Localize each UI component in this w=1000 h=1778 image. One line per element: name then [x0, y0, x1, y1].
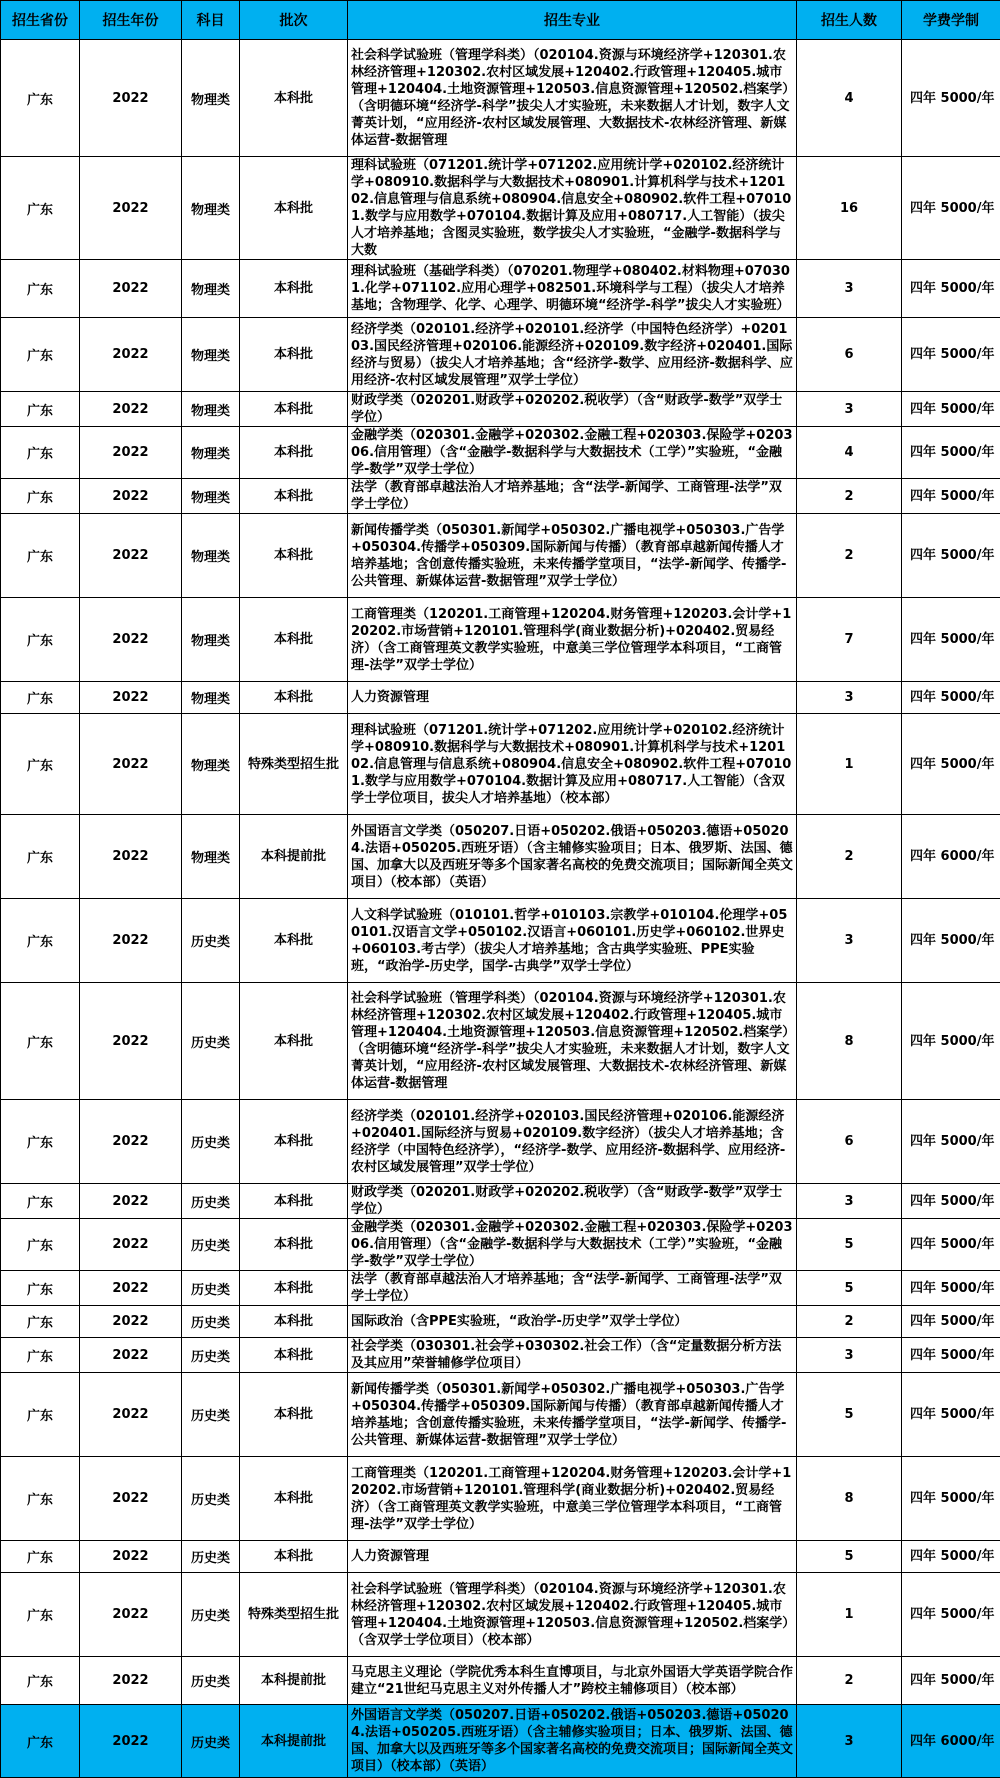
cell-count: 4 [797, 40, 902, 157]
cell-province: 广东 [1, 815, 80, 899]
cell-fee: 四年 5000/年 [902, 318, 1000, 392]
cell-fee: 四年 5000/年 [902, 1657, 1000, 1705]
table-row [1, 1271, 1000, 1306]
cell-count: 6 [797, 1100, 902, 1184]
cell-count: 1 [797, 714, 902, 815]
cell-count: 3 [797, 1338, 902, 1373]
cell-subject: 历史类 [182, 899, 240, 983]
cell-major: 金融学类（020301.金融学+020302.金融工程+020303.保险学+020306.信用管理）（含“金融学-数据科学与大数据技术（工学）”实验班，“金融学-数学”双学士学位） [348, 1219, 797, 1271]
cell-fee: 四年 5000/年 [902, 1100, 1000, 1184]
cell-batch: 本科批 [240, 1541, 348, 1573]
header-subject: 科目 [182, 1, 240, 40]
cell-fee: 四年 5000/年 [902, 260, 1000, 318]
table-row [1, 1705, 1000, 1778]
cell-province: 广东 [1, 1541, 80, 1573]
cell-major: 法学（教育部卓越法治人才培养基地；含“法学-新闻学、工商管理-法学”双学士学位） [348, 479, 797, 514]
cell-batch: 本科批 [240, 1373, 348, 1457]
cell-subject: 历史类 [182, 1541, 240, 1573]
table-row [1, 983, 1000, 1100]
cell-batch: 本科批 [240, 40, 348, 157]
cell-fee: 四年 5000/年 [902, 479, 1000, 514]
cell-year: 2022 [80, 1657, 182, 1705]
cell-year: 2022 [80, 899, 182, 983]
cell-batch: 本科批 [240, 1306, 348, 1338]
table-row [1, 1373, 1000, 1457]
cell-year: 2022 [80, 40, 182, 157]
cell-major: 法学（教育部卓越法治人才培养基地；含“法学-新闻学、工商管理-法学”双学士学位） [348, 1271, 797, 1306]
cell-subject: 历史类 [182, 1373, 240, 1457]
cell-major: 工商管理类（120201.工商管理+120204.财务管理+120203.会计学+120202.市场营销+120101.管理科学(商业数据分析)+020402.贸易经济）（含工商管理英文教学实验班，中意美三学位管理学本科项目，“工商管理-法学”双学士学位） [348, 1457, 797, 1541]
header-batch: 批次 [240, 1, 348, 40]
cell-subject: 历史类 [182, 1100, 240, 1184]
cell-subject: 物理类 [182, 40, 240, 157]
cell-province: 广东 [1, 598, 80, 682]
cell-batch: 本科批 [240, 1271, 348, 1306]
cell-province: 广东 [1, 1373, 80, 1457]
cell-subject: 历史类 [182, 1184, 240, 1219]
cell-subject: 物理类 [182, 392, 240, 427]
cell-major: 社会科学试验班（管理学科类）（020104.资源与环境经济学+120301.农林经济管理+120302.农村区域发展+120402.行政管理+120405.城市管理+120404.土地资源管理+120503.信息资源管理+120502.档案学）（含明德环境“经济学-科学”拔尖人才实验班，未来数据人才计划，数字人文菁英计划，“应用经济-农村区域发展管理、大数据技术-农林经济管理、新媒体运营-数据管理 [348, 983, 797, 1100]
cell-batch: 本科批 [240, 260, 348, 318]
cell-province: 广东 [1, 1457, 80, 1541]
cell-province: 广东 [1, 1184, 80, 1219]
cell-major: 财政学类（020201.财政学+020202.税收学）（含“财政学-数学”双学士学位） [348, 392, 797, 427]
cell-province: 广东 [1, 899, 80, 983]
cell-fee: 四年 5000/年 [902, 1184, 1000, 1219]
cell-subject: 历史类 [182, 1306, 240, 1338]
cell-province: 广东 [1, 1306, 80, 1338]
cell-subject: 物理类 [182, 514, 240, 598]
cell-major: 人力资源管理 [348, 682, 797, 714]
table-row [1, 1457, 1000, 1541]
cell-batch: 本科批 [240, 1219, 348, 1271]
cell-year: 2022 [80, 1373, 182, 1457]
table-row [1, 1100, 1000, 1184]
table-row [1, 1541, 1000, 1573]
cell-year: 2022 [80, 1219, 182, 1271]
cell-batch: 本科批 [240, 1457, 348, 1541]
cell-major: 外国语言文学类（050207.日语+050202.俄语+050203.德语+050204.法语+050205.西班牙语）（含主辅修实验项目；日本、俄罗斯、法国、德国、加拿大以及西班牙等多个国家著名高校的免费交流项目；国际新闻全英文项目）（校本部）（英语） [348, 1705, 797, 1778]
cell-fee: 四年 5000/年 [902, 714, 1000, 815]
cell-subject: 物理类 [182, 427, 240, 479]
cell-count: 2 [797, 514, 902, 598]
cell-year: 2022 [80, 1100, 182, 1184]
cell-major: 外国语言文学类（050207.日语+050202.俄语+050203.德语+050204.法语+050205.西班牙语）（含主辅修实验项目；日本、俄罗斯、法国、德国、加拿大以及西班牙等多个国家著名高校的免费交流项目；国际新闻全英文项目）（校本部）（英语） [348, 815, 797, 899]
cell-count: 1 [797, 1573, 902, 1657]
cell-batch: 本科批 [240, 682, 348, 714]
cell-major: 社会学类（030301.社会学+030302.社会工作）（含“定量数据分析方法及其应用”荣誉辅修学位项目） [348, 1338, 797, 1373]
cell-province: 广东 [1, 392, 80, 427]
cell-subject: 物理类 [182, 260, 240, 318]
table-row [1, 1657, 1000, 1705]
cell-count: 7 [797, 598, 902, 682]
cell-fee: 四年 5000/年 [902, 392, 1000, 427]
cell-fee: 四年 5000/年 [902, 1573, 1000, 1657]
table-row [1, 1219, 1000, 1271]
cell-subject: 历史类 [182, 1573, 240, 1657]
cell-batch: 本科提前批 [240, 1705, 348, 1778]
cell-batch: 本科提前批 [240, 815, 348, 899]
cell-province: 广东 [1, 1657, 80, 1705]
cell-major: 马克思主义理论（学院优秀本科生直博项目，与北京外国语大学英语学院合作建立“21世纪马克思主义对外传播人才”跨校主辅修项目）（校本部） [348, 1657, 797, 1705]
cell-year: 2022 [80, 392, 182, 427]
cell-major: 理科试验班（071201.统计学+071202.应用统计学+020102.经济统计学+080910.数据科学与大数据技术+080901.计算机科学与技术+120102.信息管理与信息系统+080904.信息安全+080902.软件工程+070101.数学与应用数学+070104.数据计算及应用+080717.人工智能）（拔尖人才培养基地；含图灵实验班，数学拔尖人才实验班，“金融学-数据科学与大数 [348, 157, 797, 260]
header-province: 招生省份 [1, 1, 80, 40]
cell-count: 3 [797, 260, 902, 318]
cell-batch: 本科批 [240, 157, 348, 260]
cell-year: 2022 [80, 479, 182, 514]
cell-province: 广东 [1, 514, 80, 598]
cell-province: 广东 [1, 260, 80, 318]
cell-province: 广东 [1, 1705, 80, 1778]
cell-major: 经济学类（020101.经济学+020101.经济学（中国特色经济学）+020103.国民经济管理+020106.能源经济+020109.数字经济+020401.国际经济与贸易）（拔尖人才培养基地；含“经济学-数学、应用经济-数据科学、应用经济-农村区域发展管理”双学士学位） [348, 318, 797, 392]
cell-major: 人文科学试验班（010101.哲学+010103.宗教学+010104.伦理学+050101.汉语言文学+050102.汉语言+060101.历史学+060102.世界史+060103.考古学）（拔尖人才培养基地；含古典学实验班、PPE实验班，“政治学-历史学，国学-古典学”双学士学位） [348, 899, 797, 983]
cell-year: 2022 [80, 1541, 182, 1573]
table-row [1, 392, 1000, 427]
cell-year: 2022 [80, 714, 182, 815]
cell-year: 2022 [80, 318, 182, 392]
cell-fee: 四年 5000/年 [902, 682, 1000, 714]
cell-batch: 本科批 [240, 1184, 348, 1219]
cell-count: 3 [797, 899, 902, 983]
cell-year: 2022 [80, 1338, 182, 1373]
table-row [1, 479, 1000, 514]
cell-province: 广东 [1, 40, 80, 157]
cell-major: 新闻传播学类（050301.新闻学+050302.广播电视学+050303.广告学+050304.传播学+050309.国际新闻与传播）（教育部卓越新闻传播人才培养基地；含创意传播实验班，未来传播学堂项目，“法学-新闻学、传播学-公共管理、新媒体运营-数据管理”双学士学位） [348, 514, 797, 598]
cell-subject: 历史类 [182, 1271, 240, 1306]
cell-year: 2022 [80, 514, 182, 598]
table-row [1, 1338, 1000, 1373]
cell-subject: 物理类 [182, 598, 240, 682]
cell-province: 广东 [1, 479, 80, 514]
cell-batch: 本科批 [240, 1338, 348, 1373]
cell-fee: 四年 5000/年 [902, 427, 1000, 479]
cell-subject: 物理类 [182, 815, 240, 899]
cell-fee: 四年 5000/年 [902, 899, 1000, 983]
cell-count: 4 [797, 427, 902, 479]
cell-year: 2022 [80, 1306, 182, 1338]
cell-major: 财政学类（020201.财政学+020202.税收学）（含“财政学-数学”双学士学位） [348, 1184, 797, 1219]
table-row [1, 427, 1000, 479]
cell-year: 2022 [80, 1705, 182, 1778]
cell-batch: 特殊类型招生批 [240, 1573, 348, 1657]
cell-year: 2022 [80, 682, 182, 714]
cell-year: 2022 [80, 1457, 182, 1541]
cell-batch: 本科批 [240, 427, 348, 479]
cell-fee: 四年 5000/年 [902, 1457, 1000, 1541]
cell-subject: 历史类 [182, 1457, 240, 1541]
cell-province: 广东 [1, 1271, 80, 1306]
cell-subject: 历史类 [182, 983, 240, 1100]
cell-batch: 本科批 [240, 899, 348, 983]
cell-year: 2022 [80, 1573, 182, 1657]
cell-count: 8 [797, 1457, 902, 1541]
cell-batch: 本科批 [240, 514, 348, 598]
header-fee: 学费学制 [902, 1, 1000, 40]
cell-fee: 四年 5000/年 [902, 1271, 1000, 1306]
table-body [1, 40, 1000, 1778]
cell-province: 广东 [1, 1573, 80, 1657]
cell-major: 金融学类（020301.金融学+020302.金融工程+020303.保险学+020306.信用管理）（含“金融学-数据科学与大数据技术（工学）”实验班，“金融学-数学”双学士学位） [348, 427, 797, 479]
cell-fee: 四年 5000/年 [902, 1541, 1000, 1573]
cell-major: 理科试验班（071201.统计学+071202.应用统计学+020102.经济统计学+080910.数据科学与大数据技术+080901.计算机科学与技术+120102.信息管理与信息系统+080904.信息安全+080902.软件工程+070101.数学与应用数学+070104.数据计算及应用+080717.人工智能）（含双学士学位项目，拔尖人才培养基地）（校本部） [348, 714, 797, 815]
header-count: 招生人数 [797, 1, 902, 40]
cell-batch: 本科批 [240, 318, 348, 392]
table-row [1, 1184, 1000, 1219]
cell-year: 2022 [80, 1271, 182, 1306]
cell-subject: 物理类 [182, 682, 240, 714]
cell-province: 广东 [1, 682, 80, 714]
cell-year: 2022 [80, 815, 182, 899]
table-row [1, 260, 1000, 318]
cell-batch: 本科提前批 [240, 1657, 348, 1705]
cell-batch: 本科批 [240, 1100, 348, 1184]
cell-fee: 四年 5000/年 [902, 40, 1000, 157]
cell-fee: 四年 5000/年 [902, 1306, 1000, 1338]
table-row [1, 514, 1000, 598]
cell-batch: 本科批 [240, 479, 348, 514]
cell-major: 社会科学试验班（管理学科类）（020104.资源与环境经济学+120301.农林经济管理+120302.农村区域发展+120402.行政管理+120405.城市管理+120404.土地资源管理+120503.信息资源管理+120502.档案学）（含明德环境“经济学-科学”拔尖人才实验班，未来数据人才计划，数字人文菁英计划，“应用经济-农村区域发展管理、大数据技术-农林经济管理、新媒体运营-数据管理 [348, 40, 797, 157]
cell-subject: 物理类 [182, 157, 240, 260]
cell-major: 人力资源管理 [348, 1541, 797, 1573]
table-row [1, 40, 1000, 157]
cell-year: 2022 [80, 260, 182, 318]
cell-province: 广东 [1, 983, 80, 1100]
cell-count: 5 [797, 1271, 902, 1306]
cell-batch: 本科批 [240, 392, 348, 427]
cell-province: 广东 [1, 157, 80, 260]
cell-subject: 历史类 [182, 1657, 240, 1705]
cell-batch: 本科批 [240, 983, 348, 1100]
cell-subject: 历史类 [182, 1705, 240, 1778]
cell-year: 2022 [80, 1184, 182, 1219]
cell-subject: 历史类 [182, 1219, 240, 1271]
table-row [1, 157, 1000, 260]
table-row [1, 815, 1000, 899]
cell-count: 8 [797, 983, 902, 1100]
cell-fee: 四年 5000/年 [902, 157, 1000, 260]
cell-fee: 四年 5000/年 [902, 1219, 1000, 1271]
cell-count: 6 [797, 318, 902, 392]
cell-subject: 历史类 [182, 1338, 240, 1373]
header-major: 招生专业 [348, 1, 797, 40]
cell-count: 5 [797, 1541, 902, 1573]
cell-year: 2022 [80, 427, 182, 479]
header-row [1, 1, 1000, 40]
cell-subject: 物理类 [182, 479, 240, 514]
cell-major: 工商管理类（120201.工商管理+120204.财务管理+120203.会计学+120202.市场营销+120101.管理科学(商业数据分析)+020402.贸易经济）（含工商管理英文教学实验班，中意美三学位管理学本科项目，“工商管理-法学”双学士学位） [348, 598, 797, 682]
cell-major: 国际政治（含PPE实验班，“政治学-历史学”双学士学位） [348, 1306, 797, 1338]
cell-batch: 本科批 [240, 598, 348, 682]
cell-province: 广东 [1, 1338, 80, 1373]
table-row [1, 598, 1000, 682]
cell-province: 广东 [1, 714, 80, 815]
cell-year: 2022 [80, 598, 182, 682]
cell-province: 广东 [1, 427, 80, 479]
cell-major: 新闻传播学类（050301.新闻学+050302.广播电视学+050303.广告学+050304.传播学+050309.国际新闻与传播）（教育部卓越新闻传播人才培养基地；含创意传播实验班，未来传播学堂项目，“法学-新闻学、传播学-公共管理、新媒体运营-数据管理”双学士学位） [348, 1373, 797, 1457]
table-row [1, 714, 1000, 815]
cell-batch: 特殊类型招生批 [240, 714, 348, 815]
cell-count: 3 [797, 682, 902, 714]
cell-fee: 四年 5000/年 [902, 983, 1000, 1100]
cell-fee: 四年 5000/年 [902, 1373, 1000, 1457]
cell-count: 2 [797, 815, 902, 899]
table-row [1, 1306, 1000, 1338]
table-row [1, 1573, 1000, 1657]
cell-province: 广东 [1, 318, 80, 392]
cell-subject: 物理类 [182, 318, 240, 392]
table-header [1, 1, 1000, 40]
cell-count: 2 [797, 1306, 902, 1338]
cell-fee: 四年 5000/年 [902, 1338, 1000, 1373]
table-row [1, 682, 1000, 714]
cell-count: 5 [797, 1219, 902, 1271]
table-row [1, 318, 1000, 392]
cell-major: 社会科学试验班（管理学科类）（020104.资源与环境经济学+120301.农林经济管理+120302.农村区域发展+120402.行政管理+120405.城市管理+120404.土地资源管理+120503.信息资源管理+120502.档案学）（含双学士学位项目）（校本部） [348, 1573, 797, 1657]
cell-year: 2022 [80, 157, 182, 260]
cell-year: 2022 [80, 983, 182, 1100]
cell-count: 3 [797, 392, 902, 427]
cell-fee: 四年 6000/年 [902, 815, 1000, 899]
cell-count: 2 [797, 1657, 902, 1705]
cell-count: 2 [797, 479, 902, 514]
cell-major: 经济学类（020101.经济学+020103.国民经济管理+020106.能源经济+020401.国际经济与贸易+020109.数字经济）（拔尖人才培养基地；含经济学（中国特色经济学），“经济学-数学、应用经济-数据科学、应用经济-农村区域发展管理”双学士学位） [348, 1100, 797, 1184]
cell-major: 理科试验班（基础学科类）（070201.物理学+080402.材料物理+070301.化学+071102.应用心理学+082501.环境科学与工程）（拔尖人才培养基地；含物理学、化学、心理学、明德环境“经济学-科学”拔尖人才实验班） [348, 260, 797, 318]
cell-fee: 四年 5000/年 [902, 598, 1000, 682]
cell-fee: 四年 5000/年 [902, 514, 1000, 598]
cell-count: 16 [797, 157, 902, 260]
cell-province: 广东 [1, 1100, 80, 1184]
cell-count: 3 [797, 1184, 902, 1219]
cell-count: 3 [797, 1705, 902, 1778]
cell-province: 广东 [1, 1219, 80, 1271]
table-row [1, 899, 1000, 983]
cell-fee: 四年 6000/年 [902, 1705, 1000, 1778]
cell-count: 5 [797, 1373, 902, 1457]
header-year: 招生年份 [80, 1, 182, 40]
cell-subject: 物理类 [182, 714, 240, 815]
